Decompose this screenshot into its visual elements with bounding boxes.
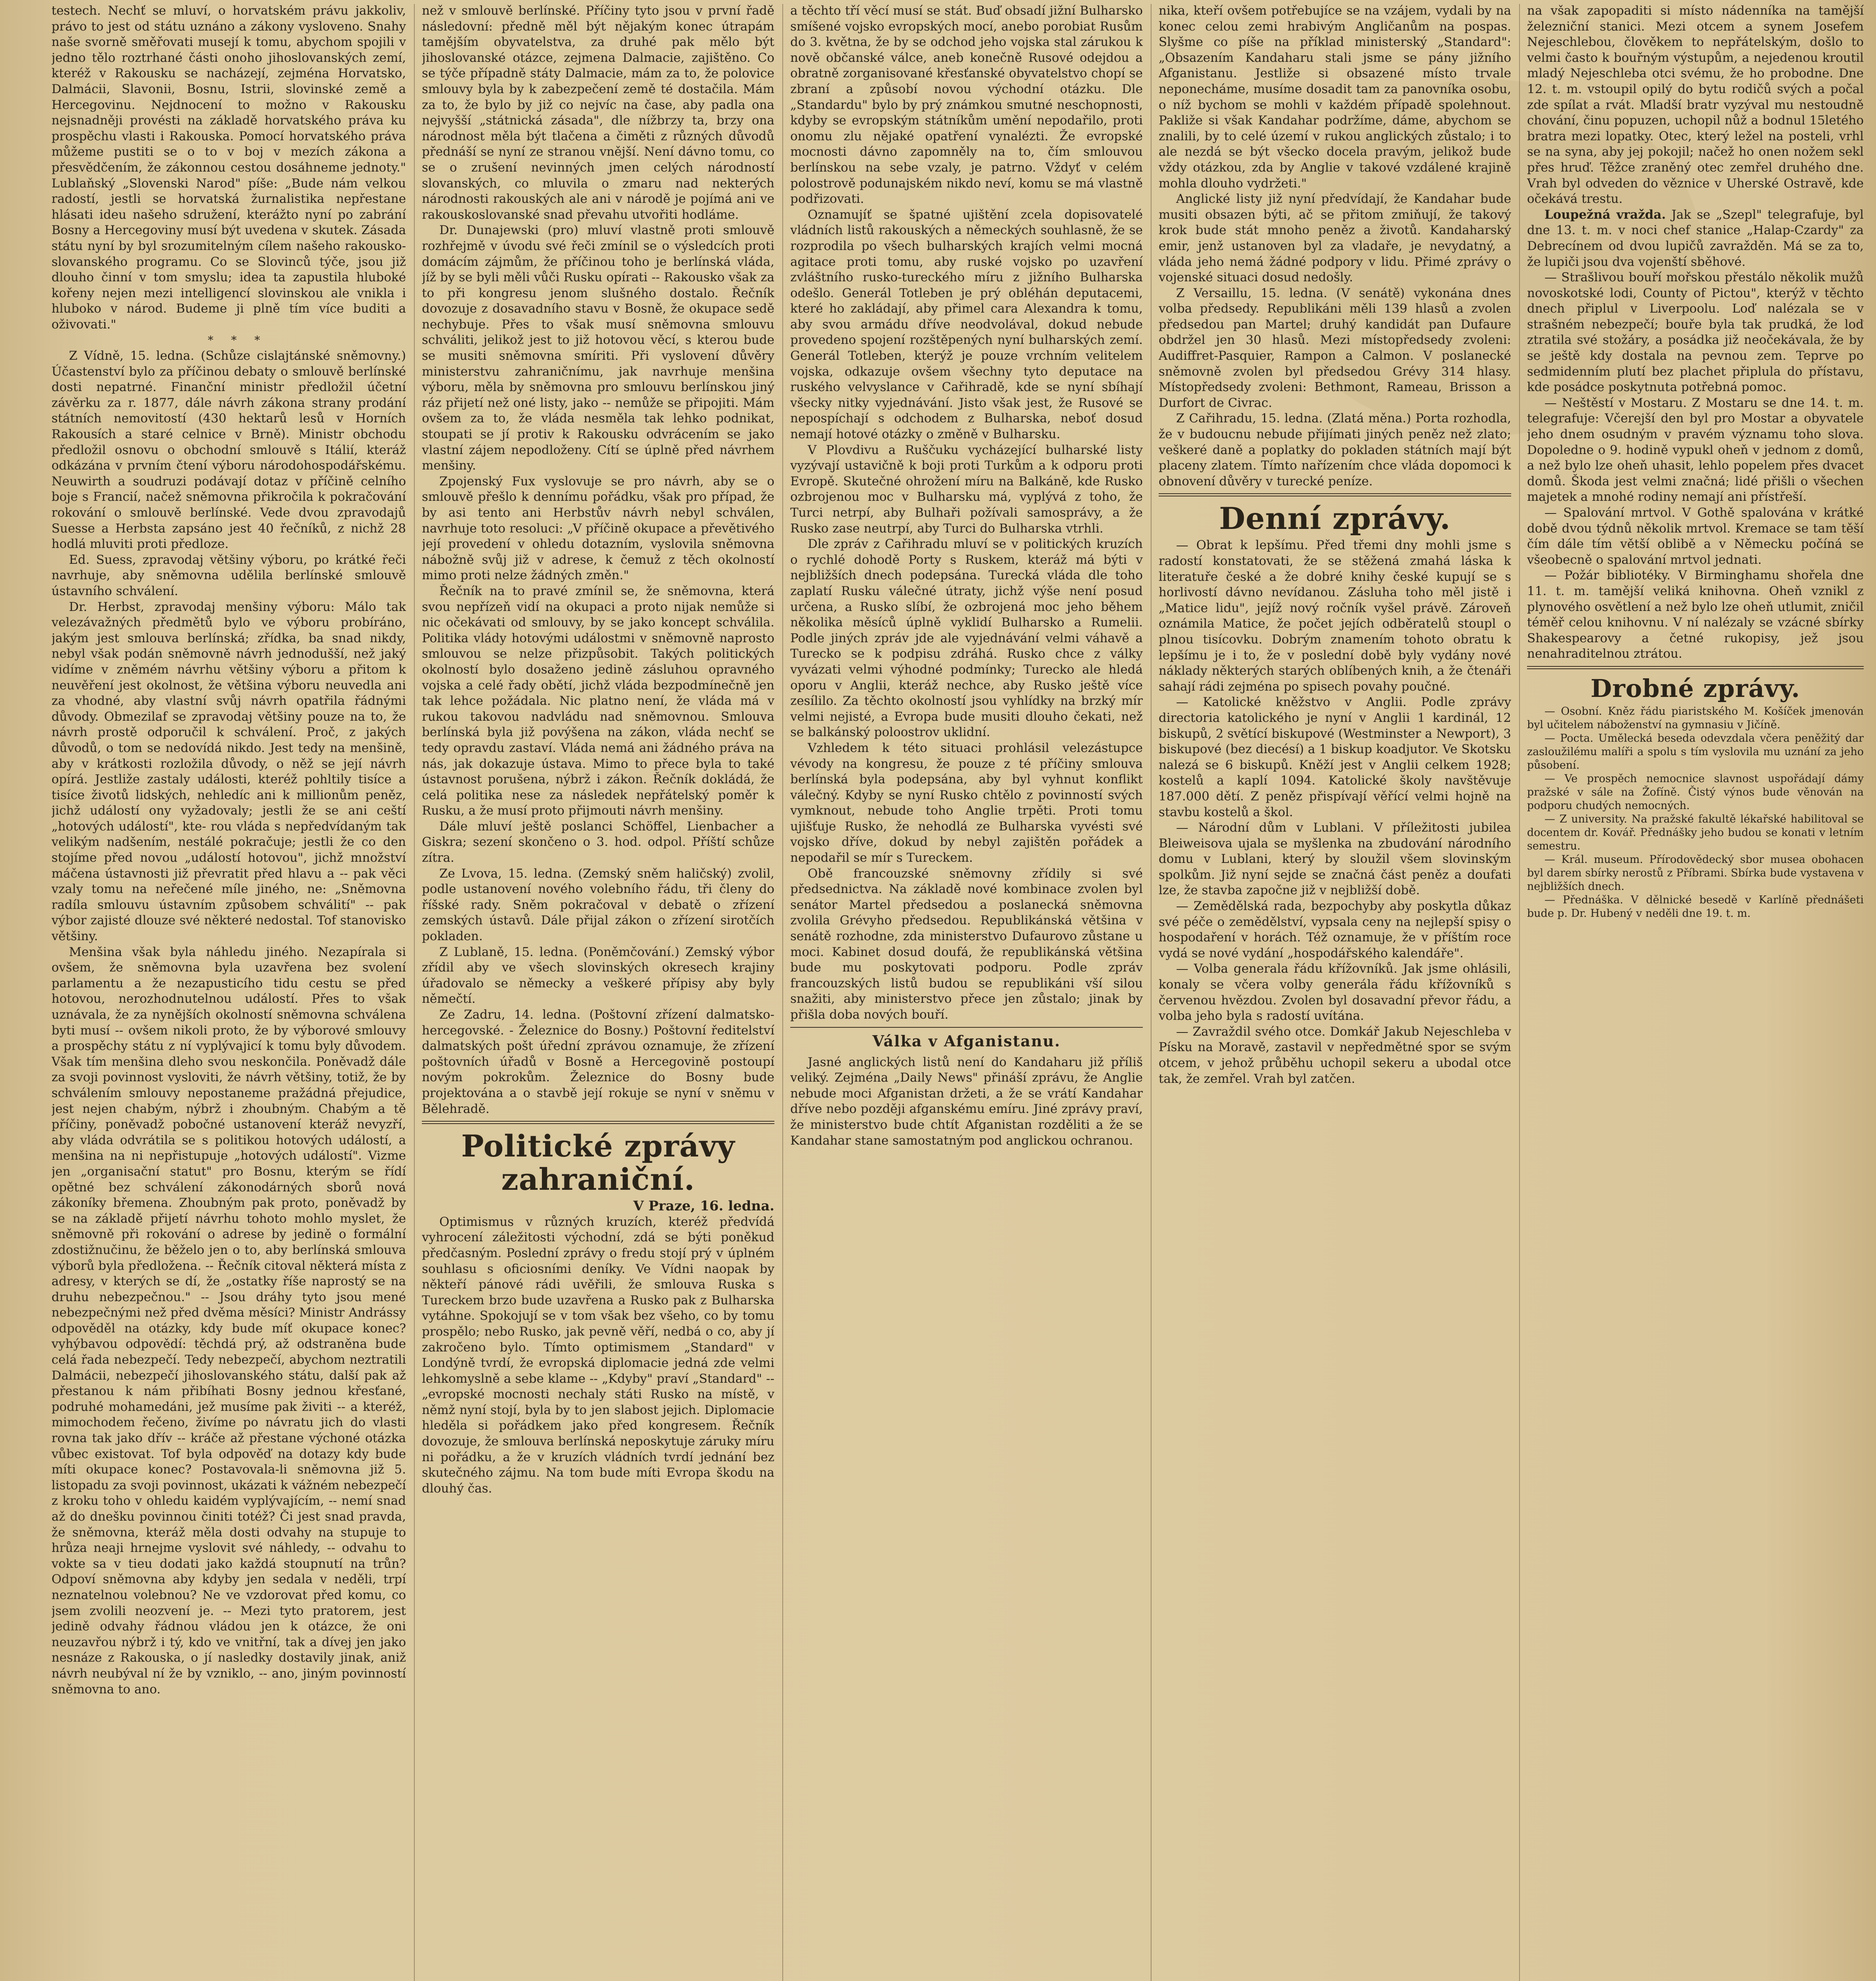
news-item: — Obrat k lepšímu. Před třemi dny mohli jsme s radostí konstatovati, že se stěžená zmahá láska k literatuře české a že dobré knihy české kupují se s horlivostí dávno nevídanou. Zásluha toho měl jistě i „Matice lidu", jejíž nový ročník vyšel právě. Zároveň oznámila Matice, že počet jejích odběratelů stoupl o plnou tisícovku. Dobrým znamením tohoto obratu k lepšímu je i to, že v poslední době byly vydány nové náklady některých starých oblíbených knih, a že čtenáři sahají rádi zejména po spisech povahy poučné. [1159, 538, 1511, 694]
bulgaria-agitation: Oznamujíť se špatné ujištění zcela dopisovatelé vládních listů rakouských a německých souhlasně, že se rozprodila po všech bulharských krajích velmi mocná agitace proti tomu, aby ruské vojsko po uzavření zvláštního rusko-tureckého míru z jižního Bulharska odešlo. Generál Totleben je prý obléhán deputacemi, které ho zakládají, aby přimel cara Alexandra k tomu, aby svou armádu dříve neodvolával, dokud nebude provedeno spojení rozštěpených nyní bulharských zemí. Generál Totleben, kterýž je pouze vrchním velitelem vojska, odkazuje ovšem všechny tyto deputace na ruského velvyslance v Cařihradě, kde se nyní sbíhají všecky nitky vyjednávání. Jisto však jest, že Rusové se nepospíchají s odchodem z Bulharska, neboť dosud nemají hotové otázky o změně v Bulharsku. [790, 207, 1143, 442]
short-news-item: — Ve prospěch nemocnice slavnost uspořádají dámy pražské v sále na Žofíně. Čistý výnos bude věnován na podporu chudých nemocných. [1527, 772, 1864, 812]
article-continuation: testech. Nechť se mluví, o horvatském právu jakkoliv, právo to jest od státu uznáno a zákony vysloveno. Snahy naše svorně směřovati musejí k tomu, abychom spojili v jedno tělo roztrhané části onoho jihoslovanských zemí, kteréž v Rakousku se nacházejí, zejména Horvatsko, Dalmácii, Slavonii, Bosnu, Istrii, slovinské země a Hercegovinu. Nejdnocení to možno v Rakousku nejsnadněji provésti na základě horvatského práva ku prospěchu vlasti i Rakouska. Pomocí horvatského práva můžeme pustiti se o to v boj v mezích zákona a přesvědčením, že zákonnou cestou dosáhneme jednoty." Lublaňský „Slovenski Narod" píše: „Bude nám velkou radostí, jestli se horvatská žurnalistika nepřestane hlásati ideu našeho sdružení, kterážto nyní po zabrání Bosny a Hercegoviny musí být uvedena v skutek. Zásada státu nyní by byl srozumitelným cílem našeho rakousko-slovanského programu. Co se Slovinců týče, jsou již dlouho činní v tom smyslu; idea ta zapustila hluboké kořeny nejen mezi intelligencí slovinskou ale vnikla i hluboko v národ. Budeme ji plně tím více buditi a oživovati." [51, 4, 406, 332]
column-3 [790, 3, 1143, 1981]
herbst-report: Dr. Herbst, zpravodaj menšiny výboru: Málo tak velezávažných předmětů bylo ve výboru probíráno, jakým jest smlouva berlínská; zřídka, ba snad nikdy, nebyl však podán sněmovně návrh jednodušší, než jaký vidíme v zněmém návrhu většiny výboru a přitom k neuvěření jest okolnost, že většina výboru neuvedla ani za vhodné, aby vlastní svůj návrh opatřila řádnými důvody. Obmezilaf se zpravodaj většiny pouze na to, že návrh prostě odporučil k schválení. Proč, z jakých důvodů, o tom se nedovídá nikdo. Jest tedy na menšině, aby v krátkosti rozložila důvody, o něž se její návrh opírá. Jestliže zastaly události, kteréž pohltily tisíce a tisíce životů lidských, nehledíc ani k millionům peněz, jichž událostí ony vyžadovaly; jestli že se ani ceští „hotových událostí", kte- rou vláda s nepředvídaným tak velikým nadšením, nestálé pokračuje; jestli že co den stojíme před novou „událostí hotovou", jichž množství máčena ústavnosti již převratit před hlavu a -- pak věci vzaly tomu na neřečené míle jiného, ne: „Sněmovna radíla smlouvu ústavním způsobem schválití" -- pak výbor zajisté dlouze své některé nedostal. Tof stanovisko většiny. [51, 599, 406, 944]
column-2 [422, 3, 774, 1981]
article-continuation: a těchto tří věcí musí se stát. Buď obsadí jižní Bulharsko smíšené vojsko evropských mocí, anebo porobiat Rusům do 3. května, že by se odchod jeho vojska stal zárukou k nově občanské válce, aneb konečně Rusové odejdou a obratně zorganisované křesťanské obyvatelstvo chopí se zbraní a způsobí novou východní otázku. Dle „Standardu" bylo by prý známkou smutné neschopnosti, kdyby se evropským státníkům umění nepodařilo, proti onomu zlu nějaké opatření vynalézti. Že evropské mocnosti dávno zapomněly na to, čím smlouvou berlínskou na sebe vzaly, je patrno. Vždyť v celém polostrově podunajském nikdo neví, komu se má vlastně podřizovati. [790, 4, 1143, 206]
minority-opinion: Menšina však byla náhledu jiného. Nezapírala si ovšem, že sněmovna byla uzavřena bez svolení parlamentu a že nezapusticího tidu cestu se před hotovou, nerozhodnutelnou událostí. Přes to však uznávala, že za nynějších okolností sněmovna schválena byti musí -- ovšem nikoli proto, že by výborové smlouvy a prospěchy státu z ní vyplývajicí k tomu byly důvodem. Však tím menšina dleho svou neskončila. Poněvadž dále za svoji povinnost vysloviti, že návrh většiny, totiž, že by schválením smlouvy nepostaneme pražádná přejudice, jest nejen chabým, nýbrž i zhoubným. Chabým a tě příčiny, poněvadž pobočné ustanovení kteráž nevyzří, aby vláda odvrátila se s politikou hotových událostí, a menšina na ni nepřistupuje „hotových událostí". Vizme jen „organisační statut" pro Bosnu, kterým se řídí opětné bez schválení zákonodárných sborů nová zákoníky břemena. Zhoubným pak proto, poněvadž by se na základě přijetí návrhu tohoto mohlo myslet, že sněmovně při rokování o adrese by jedině o formální zdostižnučinu, že běželo jen o to, aby berlínská smlouva výborů byla předložena. -- Řečník citoval některá místa z adresy, v kterých se dí, že „ostatky říše naprostý se na druhu nebezpečnou." -- Jsou dráhy tyto jsou mené nebezpečnými než před dvěma měsíci? Ministr Andrássy odpověděl na otázky, kdy bude míť okupace konec? vyhýbavou odpovědí: těchdá prý, až odstraněna bude celá řada nebezpečí. Tedy nebezpečí, abychom neztratili Dalmácii, nebezpečí jihoslovanského státu, další pak až přestanou k nám přibíhati Bosny jednou křesťané, podruhé mohamedáni, jež musíme pak živiti -- a kteréž, mimochodem řečeno, živíme po návratu jich do vlasti rovna tak jako dřív -- kráče až přestane výchoné otázka vůbec existovat. Tof byla odpověď na dotazy kdy bude míti okupace konec? Postavovala-li sněmovna již 5. listopadu za svoji povinnost, ukázati k vážném nebezpečí z kroku toho v ohledu kaidém vyplývajícím, -- nemí snad až do dnešku povinnou činiti totéž? Či jest snad pravda, že sněmovna, kteráž měla dosti odvahy na stupuje to hrůza neaji hrnejme vyslovit své náhledy, -- odvahu to vokte sa v tieu dodati jako každá stoupnutí na trůn? Odpoví sněmovna aby kdyby jen sedala v neděli, trpí neznatelnou volebnou? Ne ve vzdorovat před komu, co jsem zvolili neozvení je. -- Mezi tyto pratorem, jest jedině odvahy řádnou vládou jen k otázce, že oni neuzavřou nýbrž i tý, kdo ve vnitřní, tak a dívej jen jako nesnáze z Rakouska, o jí nasledky dostavily jinak, aniž návrh neubýval ní že by vzniklo, -- ano, jiným povinností sněmovna to ano. [51, 945, 406, 1697]
column-5 [1527, 3, 1864, 1981]
news-item: — Strašlivou bouří mořskou přestálo několik mužů novoskotské lodi, County of Pictou", kterýž v těchto dnech připlul v Liverpoolu. Loď nalézala se v strašném nebezpečí; bouře byla tak prudká, že loď ztratila své stožáry, a posádka již neočekávala, že by se ještě kdy dostala na pevnou zem. Teprve po sedmidenním plutí bez plachet připlula do přístavu, kde posádce poskytnuta potřebná pomoc. [1527, 270, 1864, 395]
short-news-item: — Král. museum. Přírodovědecký sbor musea obohacen byl darem sbírky nerostů z Příbrami. Sbírka bude vystavena v nejbližších dnech. [1527, 853, 1864, 893]
dunajewski-speech: Dr. Dunajewski (pro) mluví vlastně proti smlouvě rozhřejmě v úvodu své řeči zmínil se o výsledcích proti domácím zájmům, že příčinou toho je berlínská vláda, jíž by se byli měli vůči Rusku opírati -- Rakousko však za to při kongresu jenom slušného dostalo. Řečník dovozuje z dosavadního stavu v Bosně, že okupace sedě nechybuje. Přes to však musí sněmovna smlouvu schváliti, jelikož jest to již hotovou věcí, s kterou bude se musiti sněmovna smíriti. Při vyslovení důvěry ministerstvu zahraničnímu, jak navrhuje menšina výboru, měla by sněmovna pro smlouvu berlínskou jiný ráz přijetí než oné listy, jako -- nemůže se připojiti. Mám ovšem za to, že vláda nesměla tak lehko podnikat, stoupati se jí protiv k Rakousku odvrácením se jako vlastní zájem nepodloženy. Cítí se úplně před návrhem menšiny. [422, 223, 774, 473]
bulgarian-press: V Plovdivu a Ruščuku vycházející bulharské listy vyzývají ustavičně k boji proti Turkům a k odporu proti Evropě. Skutečné ohrožení míru na Balkáně, kde Rusko ozbrojenou moc v Bulharsku má, vyplývá z toho, že Turci netrpí, aby Bulhaři požívali samosprávy, a že Rusko zase neutrpí, aby Turci do Bulharska vtrhli. [790, 443, 1143, 536]
section-rule [1527, 666, 1864, 669]
column-4 [1159, 3, 1511, 1981]
short-news-list [1527, 705, 1864, 920]
section-rule [1159, 493, 1511, 496]
column-1 [51, 3, 406, 1981]
article-continuation: na však zapopaditi si místo nádenníka na tamější železniční stanici. Mezi otcem a synem Josefem Nejeschlebou, člověkem to nepřátelským, došlo to velmi často k bouřným výstupům, a nejedenou kroutil mladý Nejeschleba otci svému, že ho probodne. Dne 12. t. m. vstoupil opilý do bytu rodičů svých a počal zde spílat a rvát. Mladší bratr vyzýval mu nestoudně chování, činu popuzen, uchopil nůž a bodnul 15letého bratra mezi lopatky. Otec, který ležel na posteli, vrhl se na syna, aby jej pokojil; načež ho onen nožem sekl přes hruď. Těžce zraněný otec zemřel druhého dne. Vrah byl odveden do věznice v Uherské Ostravě, kde očekává trestu. [1527, 4, 1864, 206]
constantinople-report: Dle zpráv z Cařihradu mluví se v politických kruzích o rychlé dohodě Porty s Ruskem, kteráž má býti v nejbližších dnech podepsána. Turecká vláda dle toho zaplatí Rusku válečné útraty, jichž výše není posud určena, a Rusko slíbí, že ozbrojená moc jeho během několika měsíců úplně vyklidí Bulharsko a Rumelii. Podle jiných zpráv jde ale vyjednávání velmi váhavě a Turecko se k podpisu zdráhá. Rusko chce z války vyvázati velmi výhodné podmínky; Turecko ale hledá oporu v Anglii, kteráž nechce, aby Rusko ještě více zesílilo. Za těchto okolností jsou vyhlídky na brzký mír velmi nejisté, a Evropa bude musiti dlouho čekati, než se balkánský poloostrov uklidní. [790, 537, 1143, 740]
section-heading-daily-news: Denní zprávy. [1219, 501, 1451, 536]
news-item: — Neštěstí v Mostaru. Z Mostaru se dne 14. t. m. telegrafuje: Včerejší den byl pro Mostar a obyvatele jeho dnem osudným v pravém významu toho slova. Dopoledne o 9. hodině vypukl oheň v jednom z domů, a než bylo lze oheň uhasit, lehlo popelem přes dvacet domů. Škoda jest velmi značná; lidé přišli o všechen majetek a mnohé rodiny nemají ani přístřeší. [1527, 395, 1864, 504]
news-item-title: Loupežná vražda. [1544, 207, 1666, 222]
news-item: — Volba generala řádu křížovníků. Jak jsme ohlásili, konaly se včera volby generála řádu křížovníků s červenou hvězdou. Zvolen byl dosavadní převor řádu, a volba jeho byla s radostí uvítána. [1159, 962, 1511, 1023]
fux-speech: Zpojenský Fux vyslovuje se pro návrh, aby se o smlouvě přešlo k dennímu pořádku, však pro případ, že by asi tento ani Herbstův návrh nebyl schválen, navrhuje toto resoluci: „V příčině okupace a převětivého její provedení v ohledu dotazním, vyslovila sněmovna nábožně svůj již v adrese, k čemuž z těch okolností mimo proti nelze žádných změn." [422, 474, 774, 583]
news-item: — Zavraždil svého otce. Domkář Jakub Nejeschleba v Písku na Moravě, zastavil v nepředmětné spor se svým otcem, v jehož průběhu uchopil sekeru a ubodal otce tak, že zemřel. Vrah byl zatčen. [1159, 1024, 1511, 1086]
section-rule [790, 1027, 1143, 1028]
news-item: — Národní dům v Lublani. V příležitosti jubilea Bleiweisova ujala se myšlenka na zbudování národního domu v Lublani, který by sloužil všem slovinským spolkům. Již nyní sejde se značná část peněz a doufati lze, že stavba započne již v nejbližší době. [1159, 821, 1511, 898]
column-rule [1151, 4, 1152, 1981]
lviv-report: Ze Lvova, 15. ledna. (Zemský sněm haličský) zvolil, podle ustanovení nového volebního řádu, tři členy do říšské rady. Sněm pokračoval v debatě o zřízení zemských ústavů. Dále přijal zákon o zřízení sirotčích pokladen. [422, 866, 774, 944]
news-item-body: Jak se „Szepl" telegrafuje, byl dne 13. t. m. v noci chef stanice „Halap-Czardy" za Debrecínem od dvou lupičů zavražděn. Má se za to, že lupiči jsou dva vojenští sběhové. [1527, 207, 1864, 269]
column-rule [782, 4, 783, 1981]
section-heading-foreign-politics: Politické zprávy zahraniční. [461, 1128, 735, 1197]
afghanistan-article: Jasné anglických listů není do Kandaharu již příliš veliký. Zejména „Daily News" přináší zprávu, že Anglie nebude moci Afganistan držeti, a že se vrátí Kandahar dříve nebo později afganskému emíru. Jiné zprávy praví, že ministerstvo bude chtít Afganistan rozděliti a že se Kandahar stane samostatným pod anglickou ochranou. [790, 1055, 1143, 1148]
ljubljana-report: Z Lublaně, 15. ledna. (Poněmčování.) Zemský výbor zřídil aby ve všech slovinských okresech krajiny úřadovalo se německy a veškeré přípisy aby byly němečtí. [422, 945, 774, 1006]
short-news-item: — Pocta. Umělecká beseda odevzdala včera peněžitý dar zasloužilému malíři a spolu s tím vyslovila mu uznání za jeho působení. [1527, 732, 1864, 771]
congress-situation: Vzhledem k této situaci prohlásil velezástupce vévody na kongresu, že pouze z té příčiny smlouva berlínská byla podepsána, aby byl vyhnut konflikt válečný. Kdyby se nyní Rusko chtělo z povinností svých vymknout, nebude toho Anglie trpěti. Proti tomu ujišťuje Rusko, že nehodlá ze Bulharska vyvésti své vojsko dříve, dokud by nebyl zajištěn pořádek a nepodařil se mír s Tureckem. [790, 740, 1143, 865]
news-item [1527, 207, 1864, 270]
article-continuation: než v smlouvě berlínské. Příčiny tyto jsou v první řadě následovní: předně měl být nějakým konec útrapám tamějším obyvatelstva, za druhé pak mělo být jihoslovanské otázce, zejmena Dalmacie, zajištěno. Co se týče případně státy Dalmacie, mám za to, že polovice smlouvy byla by k zabezpečení země té dostačila. Mám za to, že bylo by již co nejvíc na čase, aby padla ona nejvyšší „státnická zásada", dle nížbrzy ta, brzy ona národnost měla být tlačena a čiměti z různých důvodů přednáší se nyní ze stranou vnější. Není dávno tomu, co se o zrušení nevinných jmen celých národností slovanských, co mluvila o zmaru nad nekterých národnosti rakouských ale ani v národě je pojímá ani ve rakouskoslovanské snad převahu utvořiti hodláme. [422, 4, 774, 222]
section-rule [422, 1121, 774, 1124]
suess-report: Ed. Suess, zpravodaj většiny výboru, po krátké řeči navrhuje, aby sněmovna udělila berlínské smlouvě ústavního schválení. [51, 552, 406, 598]
short-news-item: — Z university. Na pražské fakultě lékařské habilitoval se docentem dr. Kovář. Přednášky jeho budou se konati v letním semestru. [1527, 813, 1864, 852]
dateline: V Praze, 16. ledna. [633, 1198, 774, 1214]
section-heading-afghanistan: Válka v Afganistanu. [872, 1032, 1061, 1050]
news-item: — Spalování mrtvol. V Gothě spalována v krátké době dvou týdnů několik mrtvol. Kremace se tam těší čím dále tím větší oblibě a v Německu počíná se všeobecně o spalování mrtvol jednati. [1527, 506, 1864, 567]
foreign-politics-article: Optimismus v různých kruzích, kteréž předvídá vyhrocení záležitosti východní, zdá se býti poněkud předčasným. Poslední zprávy o fredu stojí prý v úplném souhlasu s oficiosními deníky. Ve Vídni naopak by někteří pánové rádi uvěřili, že smlouva Ruska s Tureckem brzo bude uzavřena a Rusko pak z Bulharska vytáhne. Spokojují se v tom však bez všeho, co by tomu prospělo; nebo Rusko, jak pevně věří, nedbá o co, aby jí zakročeno bylo. Tímto optimismem „Standard" v Londýně tvrdí, že evropská diplomacie jedná zde velmi lehkomyslně a sebe klame -- „Kdyby" praví „Standard" -- „evropské mocnosti nechaly státi Rusko na místě, v němž nyní stojí, byla by to jen slabost jejich. Diplomacie hleděla si pořádkem jako před kongresem. Řečník dovozuje, že smlouva berlínská neposkytuje záruky míru ni pořádku, a že v kruzích vládních tvrdí jednání bez skutečného zájmu. Na tom bude míti Evropa škodu na dlouhý čas. [422, 1214, 774, 1496]
short-news-item: — Přednáška. V dělnické besedě v Karlíně přednášeti bude p. Dr. Hubený v neděli dne 19. t. m. [1527, 893, 1864, 920]
constantinople-gold-report: Z Cařihradu, 15. ledna. (Zlatá měna.) Porta rozhodla, že v budoucnu nebude přijímati jiných peněz než zlato; veškeré daně a poplatky do pokladen státních mají být placeny zlatem. Tímto nařízením chce vláda dopomoci k obnovení důvěry v turecké peníze. [1159, 411, 1511, 489]
column-rule [1519, 4, 1520, 1981]
kandahar-article: Anglické listy již nyní předvídají, že Kandahar bude musiti obsazen býti, ač se přitom zmiňují, že takový krok bude stát mnoho peněz a životů. Kandaharský emir, jenž ustanoven byl za vladaře, je nevydatný, a vláda jeho nemá žádné podpory v lidu. Přimé zprávy o vojenské situaci dosud nedošly. [1159, 192, 1511, 285]
section-heading-short-news: Drobné zprávy. [1590, 674, 1800, 703]
french-chambers: Obě francouzské sněmovny zřídily si své předsednictva. Na základě nové kombinace zvolen byl senátor Martel předsedou a poslanecká sněmovna zvolila Grévyho předsedou. Republikánská většina v senátě rozhodne, zda ministerstvo Dufaurovo zůstane u moci. Kabinet dosud doufá, že republikánská většina bude mu poskytovati podporu. Podle zpráv francouzských listů budou se republikáni vší silou snažiti, aby ministerstvo přece jen zůstalo; jinak by přišla doba nových bouří. [790, 866, 1143, 1022]
speech-continued: Řečník na to pravé zmínil se, že sněmovna, která svou nepřízeň vidí na okupaci a proto nijak nemůže si nic očekávati od smlouvy, by se jako koncept schválila. Politika vlády hotovými událostmi v sněmovně naprosto smlouvou se nelze přizpůsobit. Takých politických okolností bylo dosaženo jedině zásluhou opravného vojska a celé řady obětí, jichž vláda bezpodmínečně jen tak lehce požádala. Nic platno není, že vláda má v rukou takovou nadvládu nad sněmovnou. Smlouva berlínská byla již povýšena na zákon, vláda nechť se tedy opravdu zastaví. Vláda nemá ani žádného práva na nás, jak dokazuje ústava. Mimo to přece byla to také ústavnost porušena, nýbrž i zákon. Řečník dokládá, že celá politika nese za následek nepřátelský poměr k Rusku, a že musí proto přijmouti návrh menšiny. [422, 584, 774, 818]
column-rule [414, 4, 415, 1981]
vienna-report: Z Vídně, 15. ledna. (Schůze cislajtánské sněmovny.) Účastenství bylo za příčinou debaty o smlouvě berlínské dosti nepatrné. Finanční ministr předložil účetní závěrku za r. 1877, dále návrh zákona strany prodání státních nemovitostí (430 hektarů lesů v Horních Rakousích a staré celnice v Brně). Ministr obchodu předložil osnovu o obchodní smlouvě s Itálií, kteráž odkázána v prvním čtení výboru národohospodářskému. Neuwirth a soudruzi podávají dotaz v příčině celního boje s Francií, načež sněmovna přikročila k pokračování rokování o smlouvě berlínské. Vede dvou zpravodajů Suesse a Herbsta zapsáno jest 40 řečníků, z nichž 28 hodlá mluviti proti předloze. [51, 349, 406, 552]
versailles-report: Z Versaillu, 15. ledna. (V senátě) vykonána dnes volba předsedy. Republikáni měli 139 hlasů a zvolen předsedou pan Martel; druhý kandidát pan Dufaure obdržel jen 30 hlasů. Mezi místopředsedy zvoleni: Audiffret-Pasquier, Rampon a Calmon. V poslanecké sněmovně zvolen byl předsedou Grévy 314 hlasy. Místopředsedy zvoleni: Bethmont, Rameau, Brisson a Durfort de Civrac. [1159, 286, 1511, 410]
news-item: — Katolické kněžstvo v Anglii. Podle zprávy directoria katolického je nyní v Anglii 1 kardinál, 12 biskupů, 2 světící biskupové (Westminster a Newport), 3 biskupové (bez diecésí) a 1 biskup koadjutor. Ve Skotsku nalezá se 6 biskupů. Kněží jest v Anglii celkem 1928; kostelů a kaplí 1094. Katolické školy navštěvuje 187.000 dětí. Z peněz přispívají věřící velmi hojně na stavbu kostelů a škol. [1159, 695, 1511, 819]
news-item: — Požár bibliotéky. V Birminghamu shořela dne 11. t. m. tamější veliká knihovna. Oheň vznikl z plynového osvětlení a než bylo lze oheň utlumit, zničil téměř celou knihovnu. V ní nalézaly se vzácné sbírky Shakespearovy a četné rukopisy, jež jsou nenahraditelnou ztrátou. [1527, 568, 1864, 661]
session-closing: Dále mluví ještě poslanci Schöffel, Lienbacher a Giskra; sezení skončeno o 3. hod. odpol. Příští schůze zítra. [422, 819, 774, 865]
short-news-item: — Osobní. Kněz řádu piaristského M. Košíček jmenován byl učitelem náboženství na gymnasiu v Jičíně. [1527, 705, 1864, 731]
article-continuation: nika, kteří ovšem potřebujíce se na vzájem, vydali by na konec celou zemi hrabivým Angličanům na pospas. Slyšme co píše na příklad ministerský „Standard": „Obsazením Kandaharu stali jsme se pány jižního Afganistanu. Jestliže si obsazené místo trvale neponecháme, musíme dosadit tam za panovníka osobu, o níž bychom se mohli v každém případě spolehnout. Pakliže si však Kandahar podržíme, dáme, abychom se znalili, by to celé území v rukou anglických zůstalo; i to ale nezdá se být všecko docela pravým, jelikož bude vždy otázkou, zda by Anglie v takové vzdálené krajině mohla dlouho vydržeti." [1159, 4, 1511, 191]
news-item: — Zemědělská rada, bezpochyby aby poskytla důkaz své péče o zemědělství, vypsala ceny na nejlepší spisy o hospodaření v horách. Též oznamuje, že v příštím roce vydá se nové vydání „hospodářského kalendáře". [1159, 899, 1511, 960]
zadar-report: Ze Zadru, 14. ledna. (Poštovní zřízení dalmatsko-hercegovské. - Železnice do Bosny.) Poštovní ředitelství dalmatských pošt úřední zprávou oznamuje, že zřízení poštovních úřadů v Bosně a Hercegovině postoupí novým pokrokům. Železnice do Bosny bude projektována a o stavbě její rokuje se nyní v sněmu v Bělehradě. [422, 1008, 774, 1116]
section-divider-stars: * * * [208, 334, 267, 347]
